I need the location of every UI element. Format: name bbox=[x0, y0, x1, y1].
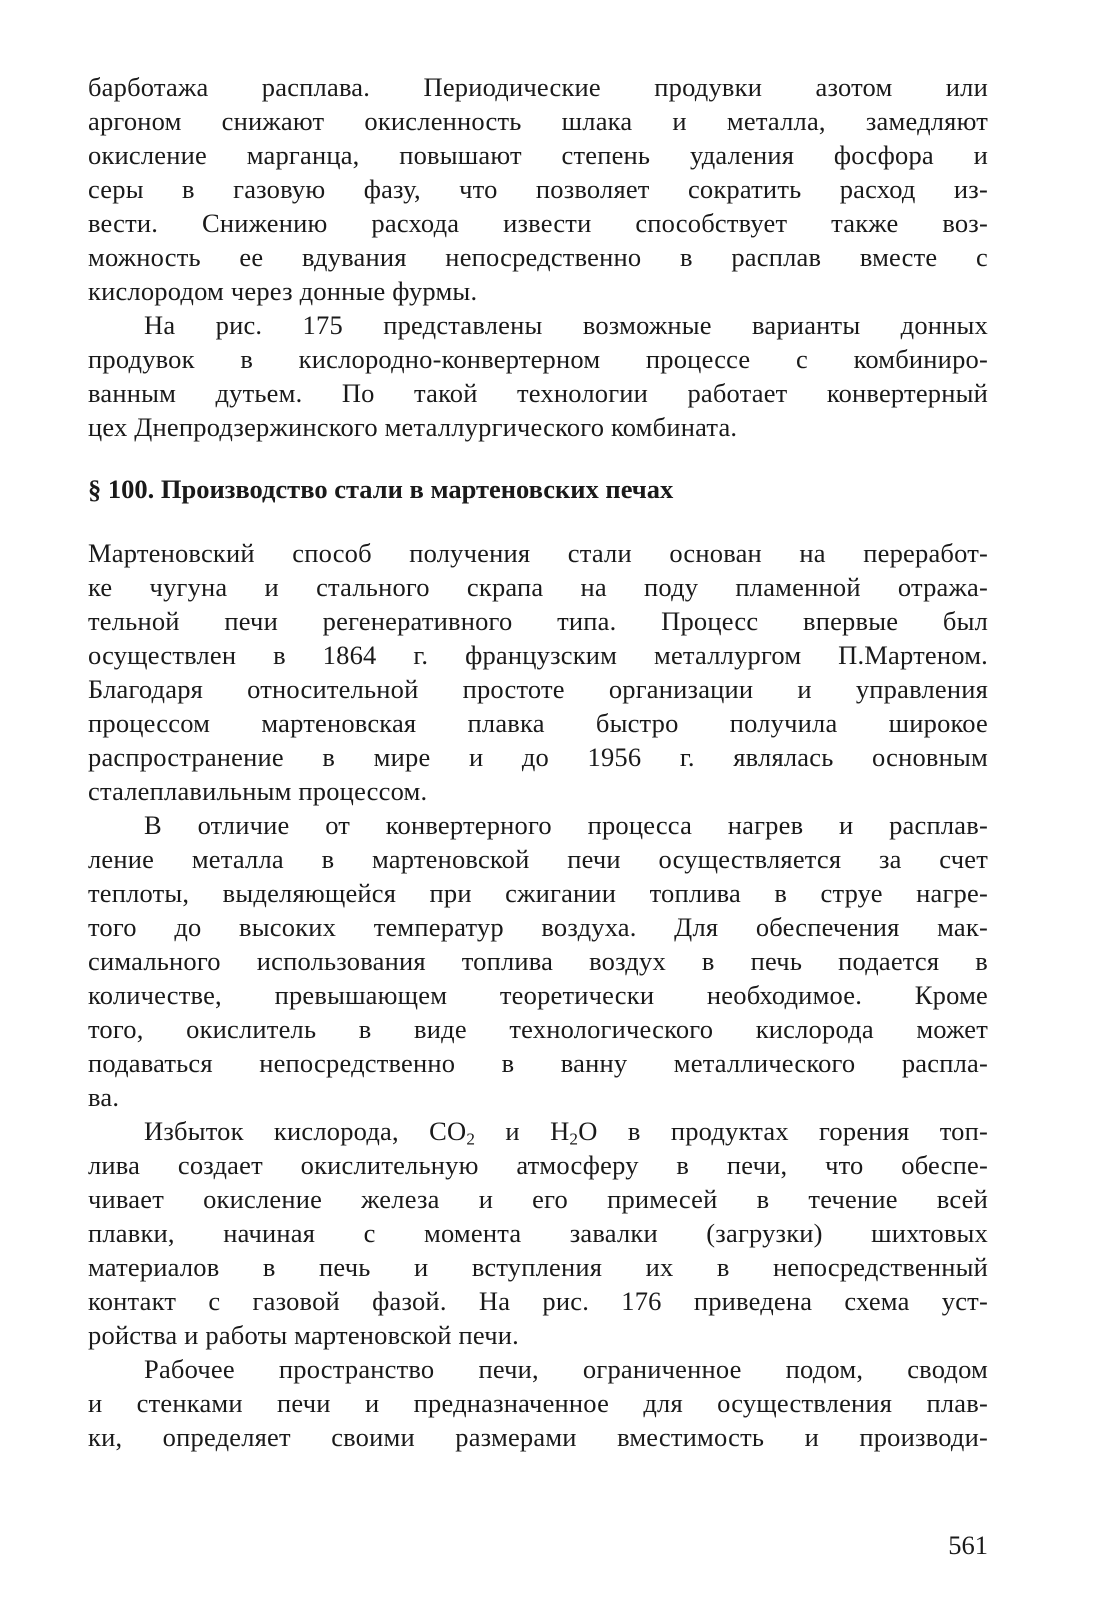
text-line: Мартеновский способ получения стали основан на переработ- bbox=[88, 538, 988, 568]
text-line: окисление марганца, повышают степень удаления фосфора и bbox=[88, 140, 988, 170]
page-body bbox=[88, 70, 988, 1454]
text-line: распространение в мире и до 1956 г. являлась основным bbox=[88, 742, 988, 772]
text-line: материалов в печь и вступления их в непосредственный bbox=[88, 1252, 988, 1282]
text-line: ление металла в мартеновской печи осуществляется за счет bbox=[88, 844, 988, 874]
text-line: ки, определяет своими размерами вместимость и производи- bbox=[88, 1422, 988, 1452]
text-line: ванным дутьем. По такой технологии работает конвертерный bbox=[88, 378, 988, 408]
text-line: тельной печи регенеративного типа. Процесс впервые был bbox=[88, 606, 988, 636]
subscript: 2 bbox=[466, 1129, 476, 1149]
text-line: вести. Снижению расхода извести способствует также воз- bbox=[88, 208, 988, 238]
text-line: цех Днепродзержинского металлургического комбината. bbox=[88, 412, 738, 442]
text-line: кислородом через донные фурмы. bbox=[88, 276, 478, 306]
page-number: 561 bbox=[948, 1530, 988, 1560]
text-line: Рабочее пространство печи, ограниченное подом, сводом bbox=[144, 1354, 988, 1384]
text-line: симального использования топлива воздух в печь подается в bbox=[88, 946, 988, 976]
text-line: осуществлен в 1864 г. французским металлургом П.Мартеном. bbox=[88, 640, 988, 670]
text-line: лива создает окислительную атмосферу в печи, что обеспе- bbox=[88, 1150, 988, 1180]
text-line: В отличие от конвертерного процесса нагрев и расплав- bbox=[144, 810, 988, 840]
spacer bbox=[88, 506, 988, 536]
paragraph-3 bbox=[88, 536, 988, 808]
text-line: ке чугуна и стального скрапа на поду пламенной отража- bbox=[88, 572, 988, 602]
text-line: можность ее вдувания непосредственно в расплав вместе с bbox=[88, 242, 988, 272]
text-line: процессом мартеновская плавка быстро получила широкое bbox=[88, 708, 988, 738]
paragraph-5 bbox=[88, 1114, 988, 1352]
text-line: контакт с газовой фазой. На рис. 176 приведена схема уст- bbox=[88, 1286, 988, 1316]
spacer bbox=[88, 444, 988, 472]
text-fragment: Избыток кислорода, CO bbox=[144, 1116, 467, 1146]
text-line: ройства и работы мартеновской печи. bbox=[88, 1320, 519, 1350]
text-line: чивает окисление железа и его примесей в течение всей bbox=[88, 1184, 988, 1214]
text-line: и стенками печи и предназначенное для осуществления плав- bbox=[88, 1388, 988, 1418]
text-fragment: и H bbox=[475, 1116, 570, 1146]
text-line: Благодаря относительной простоте организации и управления bbox=[88, 674, 988, 704]
text-line: барботажа расплава. Периодические продувки азотом или bbox=[88, 72, 988, 102]
text-line: аргоном снижают окисленность шлака и металла, замедляют bbox=[88, 106, 988, 136]
paragraph-1 bbox=[88, 70, 988, 308]
text-line: плавки, начиная с момента завалки (загрузки) шихтовых bbox=[88, 1218, 988, 1248]
section-heading: § 100. Производство стали в мартеновских печах bbox=[88, 474, 674, 504]
paragraph-6 bbox=[88, 1352, 988, 1454]
text-line: На рис. 175 представлены возможные варианты донных bbox=[144, 310, 988, 340]
subscript: 2 bbox=[569, 1129, 579, 1149]
text-line: серы в газовую фазу, что позволяет сократить расход из- bbox=[88, 174, 988, 204]
text-line: количестве, превышающем теоретически необходимое. Кроме bbox=[88, 980, 988, 1010]
paragraph-4 bbox=[88, 808, 988, 1114]
text-line: ва. bbox=[88, 1082, 120, 1112]
text-line: того до высоких температур воздуха. Для обеспечения мак- bbox=[88, 912, 988, 942]
paragraph-2 bbox=[88, 308, 988, 444]
text-line: теплоты, выделяющейся при сжигании топлива в струе нагре- bbox=[88, 878, 988, 908]
text-fragment: O в продуктах горения топ- bbox=[578, 1116, 988, 1146]
text-line: продувок в кислородно-конвертерном процессе с комбиниро- bbox=[88, 344, 988, 374]
text-line bbox=[88, 1114, 988, 1148]
text-line: сталеплавильным процессом. bbox=[88, 776, 428, 806]
text-line: подаваться непосредственно в ванну металлического распла- bbox=[88, 1048, 988, 1078]
text-line: того, окислитель в виде технологического кислорода может bbox=[88, 1014, 988, 1044]
